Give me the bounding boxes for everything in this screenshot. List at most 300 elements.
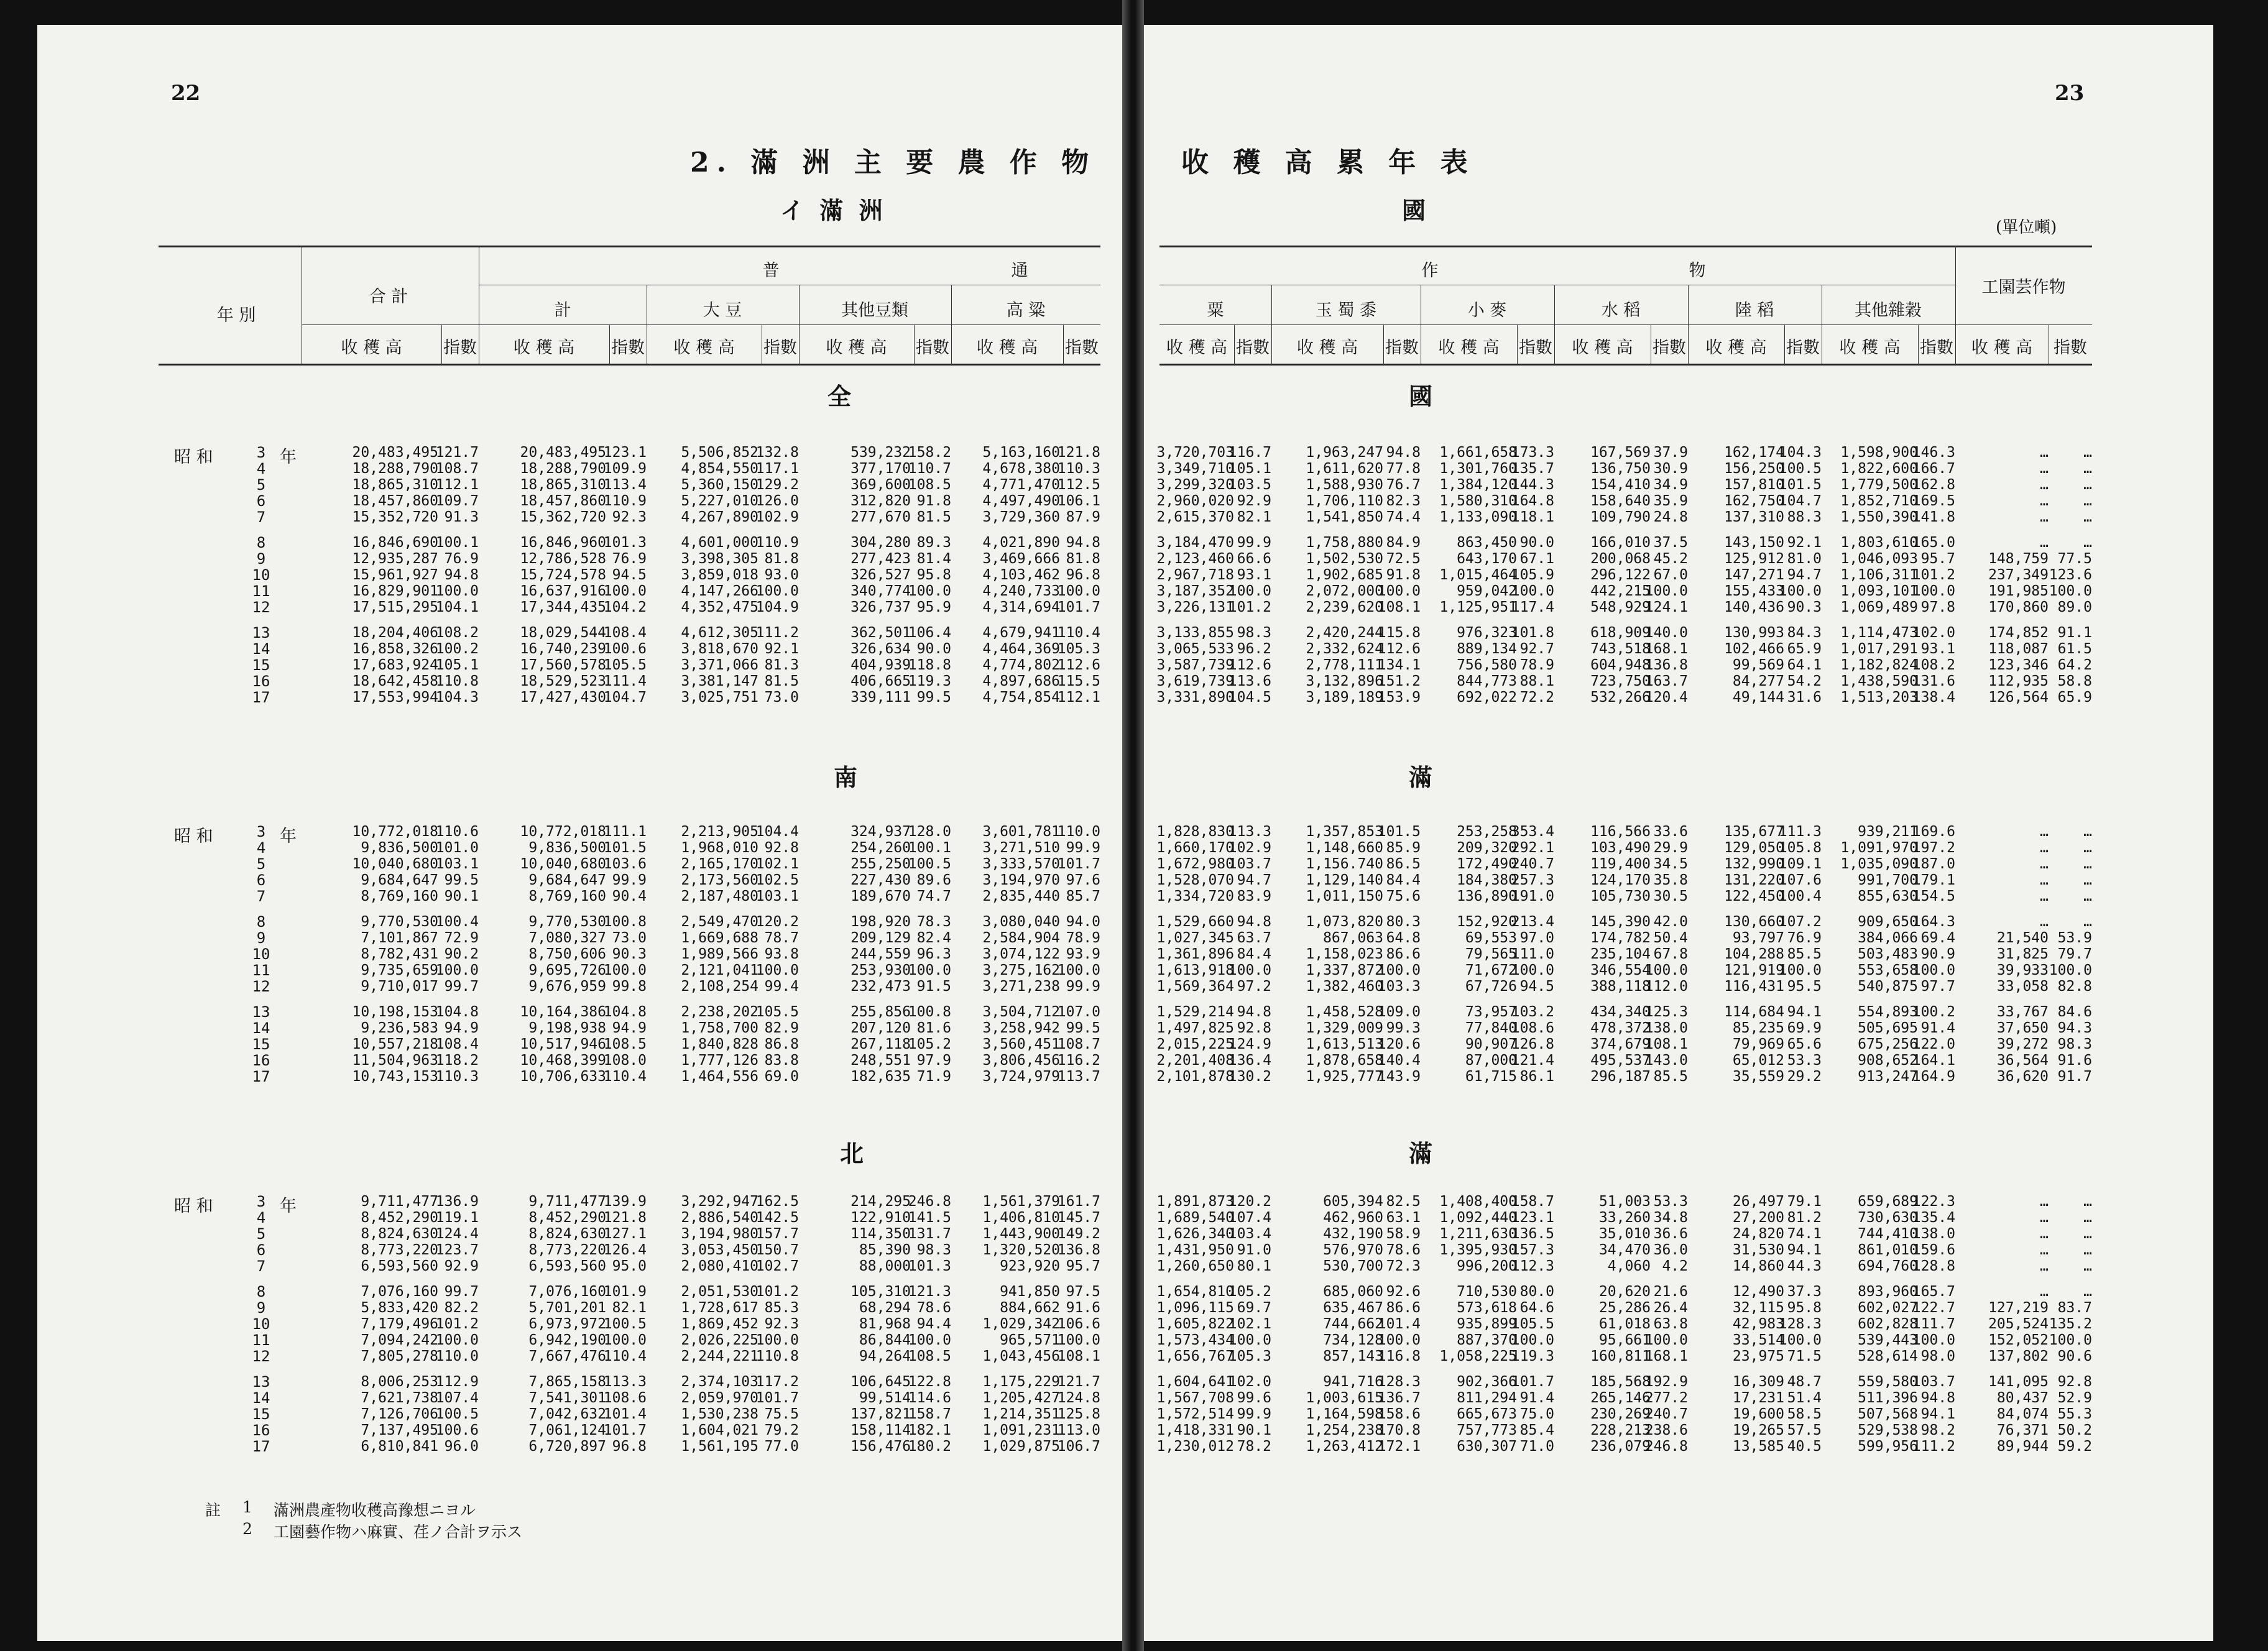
col-soybean — [681, 1193, 758, 1274]
table-cell: 111.1 — [603, 824, 647, 840]
col-kaoliang — [982, 1374, 1060, 1455]
table-cell: 100.0 — [2049, 962, 2092, 978]
table-cell: 119.3 — [1511, 1348, 1554, 1364]
table-cell: 109.1 — [1778, 856, 1822, 872]
table-cell: 1,431,950 — [1156, 1242, 1234, 1258]
header-total: 合 計 — [369, 287, 408, 306]
table-cell: 131,220 — [1724, 872, 1784, 888]
table-cell: 33,767 — [1996, 1004, 2049, 1020]
table-cell: 101.2 — [1228, 599, 1271, 615]
header-harvest: 收 穫 高 — [1166, 338, 1228, 357]
table-cell: 8,824,630 — [528, 1226, 606, 1242]
col-millet — [1156, 1004, 1234, 1085]
table-cell: 13,585 — [1732, 1438, 1784, 1455]
table-cell: 158.2 — [908, 444, 951, 461]
table-cell: 95.7 — [1066, 1258, 1100, 1274]
col-subtotal-index — [604, 444, 647, 525]
table-cell: 99.3 — [1386, 1020, 1421, 1036]
table-cell: 675,256 — [1858, 1036, 1918, 1052]
table-cell: 111.4 — [603, 673, 647, 689]
table-cell: 9,836,500 — [528, 840, 606, 856]
table-cell: 40.5 — [1787, 1438, 1822, 1455]
table-cell: 85.4 — [1519, 1422, 1554, 1438]
table-cell: 108.1 — [1644, 1036, 1688, 1052]
table-cell: 124.4 — [435, 1226, 479, 1242]
table-cell: 110.3 — [435, 1069, 479, 1085]
table-cell: 86.5 — [1386, 856, 1421, 872]
table-cell: 121.4 — [1511, 1052, 1554, 1069]
table-cell: 16,740,239 — [520, 641, 606, 657]
table-cell: 64.8 — [1386, 930, 1421, 946]
table-cell: 164.3 — [1912, 914, 1955, 930]
table-cell: … — [2083, 1258, 2092, 1274]
table-cell: 3,258,942 — [982, 1020, 1060, 1036]
col-industrial — [2040, 444, 2049, 525]
table-cell: 9,735,659 — [361, 962, 438, 978]
table-cell: 1,598,900 — [1840, 444, 1918, 461]
col-total — [353, 824, 438, 904]
table-cell: 92.9 — [444, 1258, 479, 1274]
col-subtotal — [520, 1004, 606, 1085]
table-cell: 16,846,690 — [352, 535, 438, 551]
table-cell: 164.8 — [1511, 493, 1554, 509]
table-cell: 7,179,496 — [361, 1316, 438, 1332]
table-cell: 131.6 — [1912, 673, 1955, 689]
table-cell: 1,027,345 — [1156, 930, 1234, 946]
table-cell: 136.4 — [1228, 1052, 1271, 1069]
year-number: 16 — [252, 673, 270, 690]
col-other-grains-index — [1912, 444, 1955, 525]
table-cell: 3,381,147 — [681, 673, 758, 689]
table-cell: 7,805,278 — [361, 1348, 438, 1364]
table-cell: 119,400 — [1590, 856, 1651, 872]
col-other-grains-index — [1912, 1284, 1955, 1364]
table-cell: 238.6 — [1644, 1422, 1688, 1438]
table-cell: 121,919 — [1724, 962, 1784, 978]
table-cell: 83.9 — [1237, 888, 1271, 904]
table-cell: 8,452,290 — [528, 1210, 606, 1226]
col-wheat-index — [1511, 824, 1554, 904]
table-cell: 5,833,420 — [361, 1300, 438, 1316]
year-number: 11 — [252, 1331, 270, 1349]
table-cell: 2,165,170 — [681, 856, 758, 872]
table-cell: 2,886,540 — [681, 1210, 758, 1226]
table-cell: 95.9 — [916, 599, 951, 615]
header-harvest: 收 穫 高 — [1438, 338, 1500, 357]
col-other-grains — [1840, 444, 1918, 525]
table-cell: 4,771,470 — [982, 477, 1060, 493]
table-cell: 130,660 — [1724, 914, 1784, 930]
table-cell: … — [2083, 535, 2092, 551]
table-cell: 505,695 — [1858, 1020, 1918, 1036]
table-cell: 1,654,810 — [1156, 1284, 1234, 1300]
table-cell: 254,260 — [850, 840, 911, 856]
table-cell: 4,854,550 — [681, 461, 758, 477]
table-cell: 83.8 — [764, 1052, 799, 1069]
col-upland-rice-index — [1787, 625, 1822, 706]
table-cell: 106.6 — [1057, 1316, 1100, 1332]
table-cell: 10,706,633 — [520, 1069, 606, 1085]
table-cell: 8,769,160 — [361, 888, 438, 904]
table-cell: 1,689,540 — [1156, 1210, 1234, 1226]
table-cell: 92.9 — [1237, 493, 1271, 509]
table-cell: 94.3 — [2057, 1020, 2092, 1036]
table-cell: 3,080,040 — [982, 914, 1060, 930]
year-number: 13 — [252, 1003, 270, 1021]
table-cell: … — [2083, 1210, 2092, 1226]
col-wheat — [1465, 1004, 1517, 1085]
col-upland-rice — [1724, 535, 1784, 615]
table-cell: 1,502,530 — [1306, 551, 1383, 567]
table-cell: 102,466 — [1724, 641, 1784, 657]
table-cell: 94.1 — [1920, 1406, 1955, 1422]
table-cell: 18,865,310 — [352, 477, 438, 493]
table-cell: 81.2 — [1787, 1210, 1822, 1226]
table-cell: 31.6 — [1787, 689, 1822, 706]
table-cell: 4.2 — [1662, 1258, 1688, 1274]
table-cell: 1,779,500 — [1840, 477, 1918, 493]
col-paddy-rice — [1590, 914, 1651, 995]
table-cell: 1,513,203 — [1840, 689, 1918, 706]
col-other-beans — [850, 535, 911, 615]
table-cell: 19,600 — [1732, 1406, 1784, 1422]
table-cell: 6,593,560 — [361, 1258, 438, 1274]
table-cell: 235,104 — [1590, 946, 1651, 962]
table-cell: 78.7 — [764, 930, 799, 946]
table-cell: 69.9 — [1787, 1020, 1822, 1036]
section-label-whole-left: 全 — [827, 382, 852, 410]
table-cell: 66.6 — [1237, 551, 1271, 567]
table-cell: 2,173,560 — [681, 872, 758, 888]
table-cell: 94.7 — [1787, 567, 1822, 583]
table-cell: 124.9 — [1228, 1036, 1271, 1052]
table-cell: 3,132,896 — [1306, 673, 1383, 689]
year-number: 15 — [252, 1036, 270, 1053]
table-cell: 112.6 — [1228, 657, 1271, 673]
table-cell: 131.7 — [908, 1226, 951, 1242]
header-index: 指數 — [763, 338, 797, 357]
table-cell: 116,431 — [1724, 978, 1784, 995]
table-cell: 1,438,590 — [1840, 673, 1918, 689]
header-divider — [1784, 324, 1785, 364]
table-cell: 165.0 — [1912, 535, 1955, 551]
col-soybean-index — [756, 1004, 799, 1085]
table-cell: 116.2 — [1057, 1052, 1100, 1069]
table-cell: 2,080,410 — [681, 1258, 758, 1274]
table-cell: 2,332,624 — [1306, 641, 1383, 657]
table-cell: … — [2083, 888, 2092, 904]
table-cell: 442,215 — [1590, 583, 1651, 599]
year-number: 5 — [256, 855, 266, 873]
table-cell: 146.3 — [1912, 444, 1955, 461]
table-cell: 111.2 — [1912, 1438, 1955, 1455]
note-1-text: 滿洲農產物收穫高豫想ニヨル — [274, 1501, 476, 1519]
table-cell: 548,929 — [1590, 599, 1651, 615]
table-cell: 105,730 — [1590, 888, 1651, 904]
table-cell: 1,611,620 — [1306, 461, 1383, 477]
table-cell: 154,410 — [1590, 477, 1651, 493]
table-cell: 83.7 — [2057, 1300, 2092, 1316]
table-cell: 404,939 — [850, 657, 911, 673]
table-cell: 182.1 — [908, 1422, 951, 1438]
table-cell: 5,163,160 — [982, 444, 1060, 461]
col-subtotal-index — [604, 824, 647, 904]
table-cell: 127,219 — [1988, 1300, 2049, 1316]
col-paddy-rice-index — [1645, 1374, 1688, 1455]
table-cell: 2,015,225 — [1156, 1036, 1234, 1052]
table-cell: 105.5 — [755, 1004, 799, 1020]
table-cell: 82.1 — [612, 1300, 647, 1316]
table-cell: … — [2040, 1193, 2049, 1210]
col-industrial — [1997, 1004, 2049, 1085]
table-cell: 1,337,872 — [1306, 962, 1383, 978]
col-total — [361, 1374, 438, 1455]
table-cell: 4,612,305 — [681, 625, 758, 641]
table-cell: 102.0 — [1912, 625, 1955, 641]
table-cell: 7,541,301 — [528, 1390, 606, 1406]
table-cell: 79.7 — [2057, 946, 2092, 962]
table-cell: 253,258 — [1457, 824, 1517, 840]
col-industrial — [1988, 1284, 2049, 1364]
table-cell: 2,835,440 — [982, 888, 1060, 904]
col-other-beans-index — [908, 1004, 951, 1085]
col-millet-index — [1228, 444, 1271, 525]
table-cell: 144.3 — [1511, 477, 1554, 493]
table-cell: 91.5 — [916, 978, 951, 995]
header-index: 指數 — [1519, 338, 1552, 357]
table-cell: 3,729,360 — [982, 509, 1060, 525]
table-cell: 105.1 — [1228, 461, 1271, 477]
table-cell: 105.5 — [1511, 1316, 1554, 1332]
table-cell: 100.0 — [2049, 583, 2092, 599]
table-cell: 75.5 — [764, 1406, 799, 1422]
header-soybean: 大 豆 — [703, 301, 742, 320]
table-cell: 6,973,972 — [528, 1316, 606, 1332]
table-cell: 100.0 — [1644, 1332, 1688, 1348]
year-suffix: 年 — [280, 1197, 297, 1216]
table-cell: 114,350 — [850, 1226, 911, 1242]
table-cell: 116.7 — [1228, 444, 1271, 461]
table-cell: 100.0 — [2049, 1332, 2092, 1348]
table-cell: 170,860 — [1988, 599, 2049, 615]
col-industrial-index — [2083, 444, 2092, 525]
table-cell: 128.3 — [1377, 1374, 1421, 1390]
table-cell: 37,650 — [1996, 1020, 2049, 1036]
table-cell: 120.2 — [1228, 1193, 1271, 1210]
table-cell: 1,093,101 — [1840, 583, 1918, 599]
table-cell: 1,214,351 — [982, 1406, 1060, 1422]
table-cell: 157,810 — [1724, 477, 1784, 493]
table-cell: 124,170 — [1590, 872, 1651, 888]
table-cell: 197.2 — [1912, 840, 1955, 856]
era-label: 昭 和 — [174, 1197, 213, 1216]
table-cell: 84.3 — [1787, 625, 1822, 641]
table-cell: 959,042 — [1457, 583, 1517, 599]
table-cell: 1,043,456 — [982, 1348, 1060, 1364]
table-cell: 82.5 — [1386, 1193, 1421, 1210]
col-maize-index — [1378, 1374, 1421, 1455]
table-cell: 89.3 — [916, 535, 951, 551]
table-cell: 1,091,970 — [1840, 840, 1918, 856]
table-cell: 8,452,290 — [361, 1210, 438, 1226]
col-maize — [1306, 625, 1383, 706]
table-cell: 125,912 — [1724, 551, 1784, 567]
col-millet-index — [1228, 1193, 1271, 1274]
table-cell: 84.6 — [2057, 1004, 2092, 1020]
table-cell: 240.7 — [1644, 1406, 1688, 1422]
col-soybean-index — [756, 914, 799, 995]
table-cell: 2,051,530 — [681, 1284, 758, 1300]
table-cell: … — [2083, 493, 2092, 509]
table-cell: … — [2040, 1210, 2049, 1226]
table-cell: 1,182,824 — [1840, 657, 1918, 673]
year-number: 3 — [256, 823, 266, 840]
table-cell: 82.2 — [444, 1300, 479, 1316]
year-number: 7 — [256, 508, 266, 526]
year-number: 12 — [252, 599, 270, 616]
table-cell: 24,820 — [1732, 1226, 1784, 1242]
header-crops-2: 物 — [1689, 261, 1706, 280]
table-cell: 9,676,959 — [528, 978, 606, 995]
table-cell: 92.8 — [2057, 1374, 2092, 1390]
table-cell: 90.9 — [1920, 946, 1955, 962]
table-cell: 3,271,238 — [982, 978, 1060, 995]
table-cell: 103.2 — [1511, 1004, 1554, 1020]
col-total-index — [436, 444, 479, 525]
table-cell: 136,750 — [1590, 461, 1651, 477]
table-cell: 9,684,647 — [528, 872, 606, 888]
col-kaoliang-index — [1058, 1374, 1100, 1455]
table-cell: 553,658 — [1858, 962, 1918, 978]
col-soybean — [681, 824, 758, 904]
table-cell: 108.6 — [1511, 1020, 1554, 1036]
table-cell: 1,852,710 — [1840, 493, 1918, 509]
col-paddy-rice-index — [1645, 1004, 1688, 1085]
table-cell: 100.8 — [908, 1004, 951, 1020]
table-cell: 8,824,630 — [361, 1226, 438, 1242]
table-cell: 604,948 — [1590, 657, 1651, 673]
table-cell: 90.0 — [1519, 535, 1554, 551]
table-cell: 101.0 — [435, 840, 479, 856]
table-cell: 179.1 — [1912, 872, 1955, 888]
col-wheat-index — [1511, 444, 1554, 525]
table-cell: 120.2 — [755, 914, 799, 930]
table-cell: 80.1 — [1237, 1258, 1271, 1274]
table-cell: 100.0 — [908, 962, 951, 978]
year-number: 15 — [252, 656, 270, 674]
col-maize-index — [1386, 444, 1421, 525]
table-cell: 103.6 — [603, 856, 647, 872]
table-cell: 232,473 — [850, 978, 911, 995]
table-cell: 136.9 — [435, 1193, 479, 1210]
table-cell: 4,464,369 — [982, 641, 1060, 657]
table-cell: 1,706,110 — [1306, 493, 1383, 509]
col-subtotal-index — [604, 625, 647, 706]
col-upland-rice — [1733, 1193, 1784, 1274]
table-cell: 67.1 — [1519, 551, 1554, 567]
table-cell: 100.0 — [755, 962, 799, 978]
table-cell: 16,858,326 — [352, 641, 438, 657]
table-cell: 166,010 — [1590, 535, 1651, 551]
table-cell: 1,656,767 — [1156, 1348, 1234, 1364]
table-cell: 3,601,781 — [982, 824, 1060, 840]
section-label-south-right: 滿 — [1408, 763, 1433, 791]
table-cell: 86,844 — [859, 1332, 911, 1348]
table-cell: 116,566 — [1590, 824, 1651, 840]
table-cell: … — [2083, 1242, 2092, 1258]
table-cell: 94.8 — [1386, 444, 1421, 461]
table-cell: 96.2 — [1237, 641, 1271, 657]
table-cell: 135.2 — [2049, 1316, 2092, 1332]
col-other-beans-index — [908, 535, 951, 615]
table-cell: 113.7 — [1057, 1069, 1100, 1085]
col-subtotal — [520, 824, 606, 904]
table-cell: 94,264 — [859, 1348, 911, 1364]
table-cell: … — [2040, 477, 2049, 493]
table-cell: 108.7 — [1057, 1036, 1100, 1052]
table-cell: 120.4 — [1644, 689, 1688, 706]
table-cell: 976,323 — [1457, 625, 1517, 641]
table-cell: 82.3 — [1386, 493, 1421, 509]
table-cell: 63.7 — [1237, 930, 1271, 946]
year-number: 9 — [256, 550, 266, 568]
table-cell: 12,786,528 — [520, 551, 606, 567]
table-cell: 100.0 — [1778, 1332, 1822, 1348]
table-cell: 90.6 — [2057, 1348, 2092, 1364]
col-wheat-index — [1511, 914, 1554, 995]
table-cell: 909,650 — [1858, 914, 1918, 930]
table-cell: 169.5 — [1912, 493, 1955, 509]
table-cell: 72.3 — [1386, 1258, 1421, 1274]
col-total-index — [436, 625, 479, 706]
table-cell: 935,899 — [1457, 1316, 1517, 1332]
table-cell: 3,226,131 — [1156, 599, 1234, 615]
table-cell: 18,457,860 — [520, 493, 606, 509]
col-soybean-index — [756, 625, 799, 706]
table-cell: … — [2040, 1284, 2049, 1300]
table-cell: 4,060 — [1607, 1258, 1651, 1274]
year-number: 11 — [252, 582, 270, 600]
table-cell: 100.0 — [1912, 1332, 1955, 1348]
table-cell: 108.1 — [1377, 599, 1421, 615]
table-cell: 18,204,406 — [352, 625, 438, 641]
table-cell: 78.2 — [1237, 1438, 1271, 1455]
col-industrial — [1988, 625, 2049, 706]
table-cell: 82.1 — [1237, 509, 1271, 525]
col-other-grains — [1858, 914, 1918, 995]
header-rule-low-right — [1159, 324, 2092, 325]
table-cell: 1,529,214 — [1156, 1004, 1234, 1020]
col-soybean-index — [756, 1374, 799, 1455]
table-cell: 88,000 — [859, 1258, 911, 1274]
table-cell: 36.6 — [1653, 1226, 1688, 1242]
col-other-beans-index — [908, 625, 951, 706]
table-cell: 1,263,412 — [1306, 1438, 1383, 1455]
table-cell: 159.6 — [1912, 1242, 1955, 1258]
table-cell: 105.1 — [435, 657, 479, 673]
table-cell: 95.8 — [1787, 1300, 1822, 1316]
table-cell: 117.1 — [755, 461, 799, 477]
col-subtotal — [528, 914, 606, 995]
table-cell: 169.6 — [1912, 824, 1955, 840]
table-cell: 6,810,841 — [361, 1438, 438, 1455]
table-cell: 97.2 — [1237, 978, 1271, 995]
table-cell: 119.3 — [908, 673, 951, 689]
col-total — [353, 535, 438, 615]
table-cell: 105.2 — [1228, 1284, 1271, 1300]
header-divider — [1918, 324, 1919, 364]
table-cell: 1,334,720 — [1156, 888, 1234, 904]
